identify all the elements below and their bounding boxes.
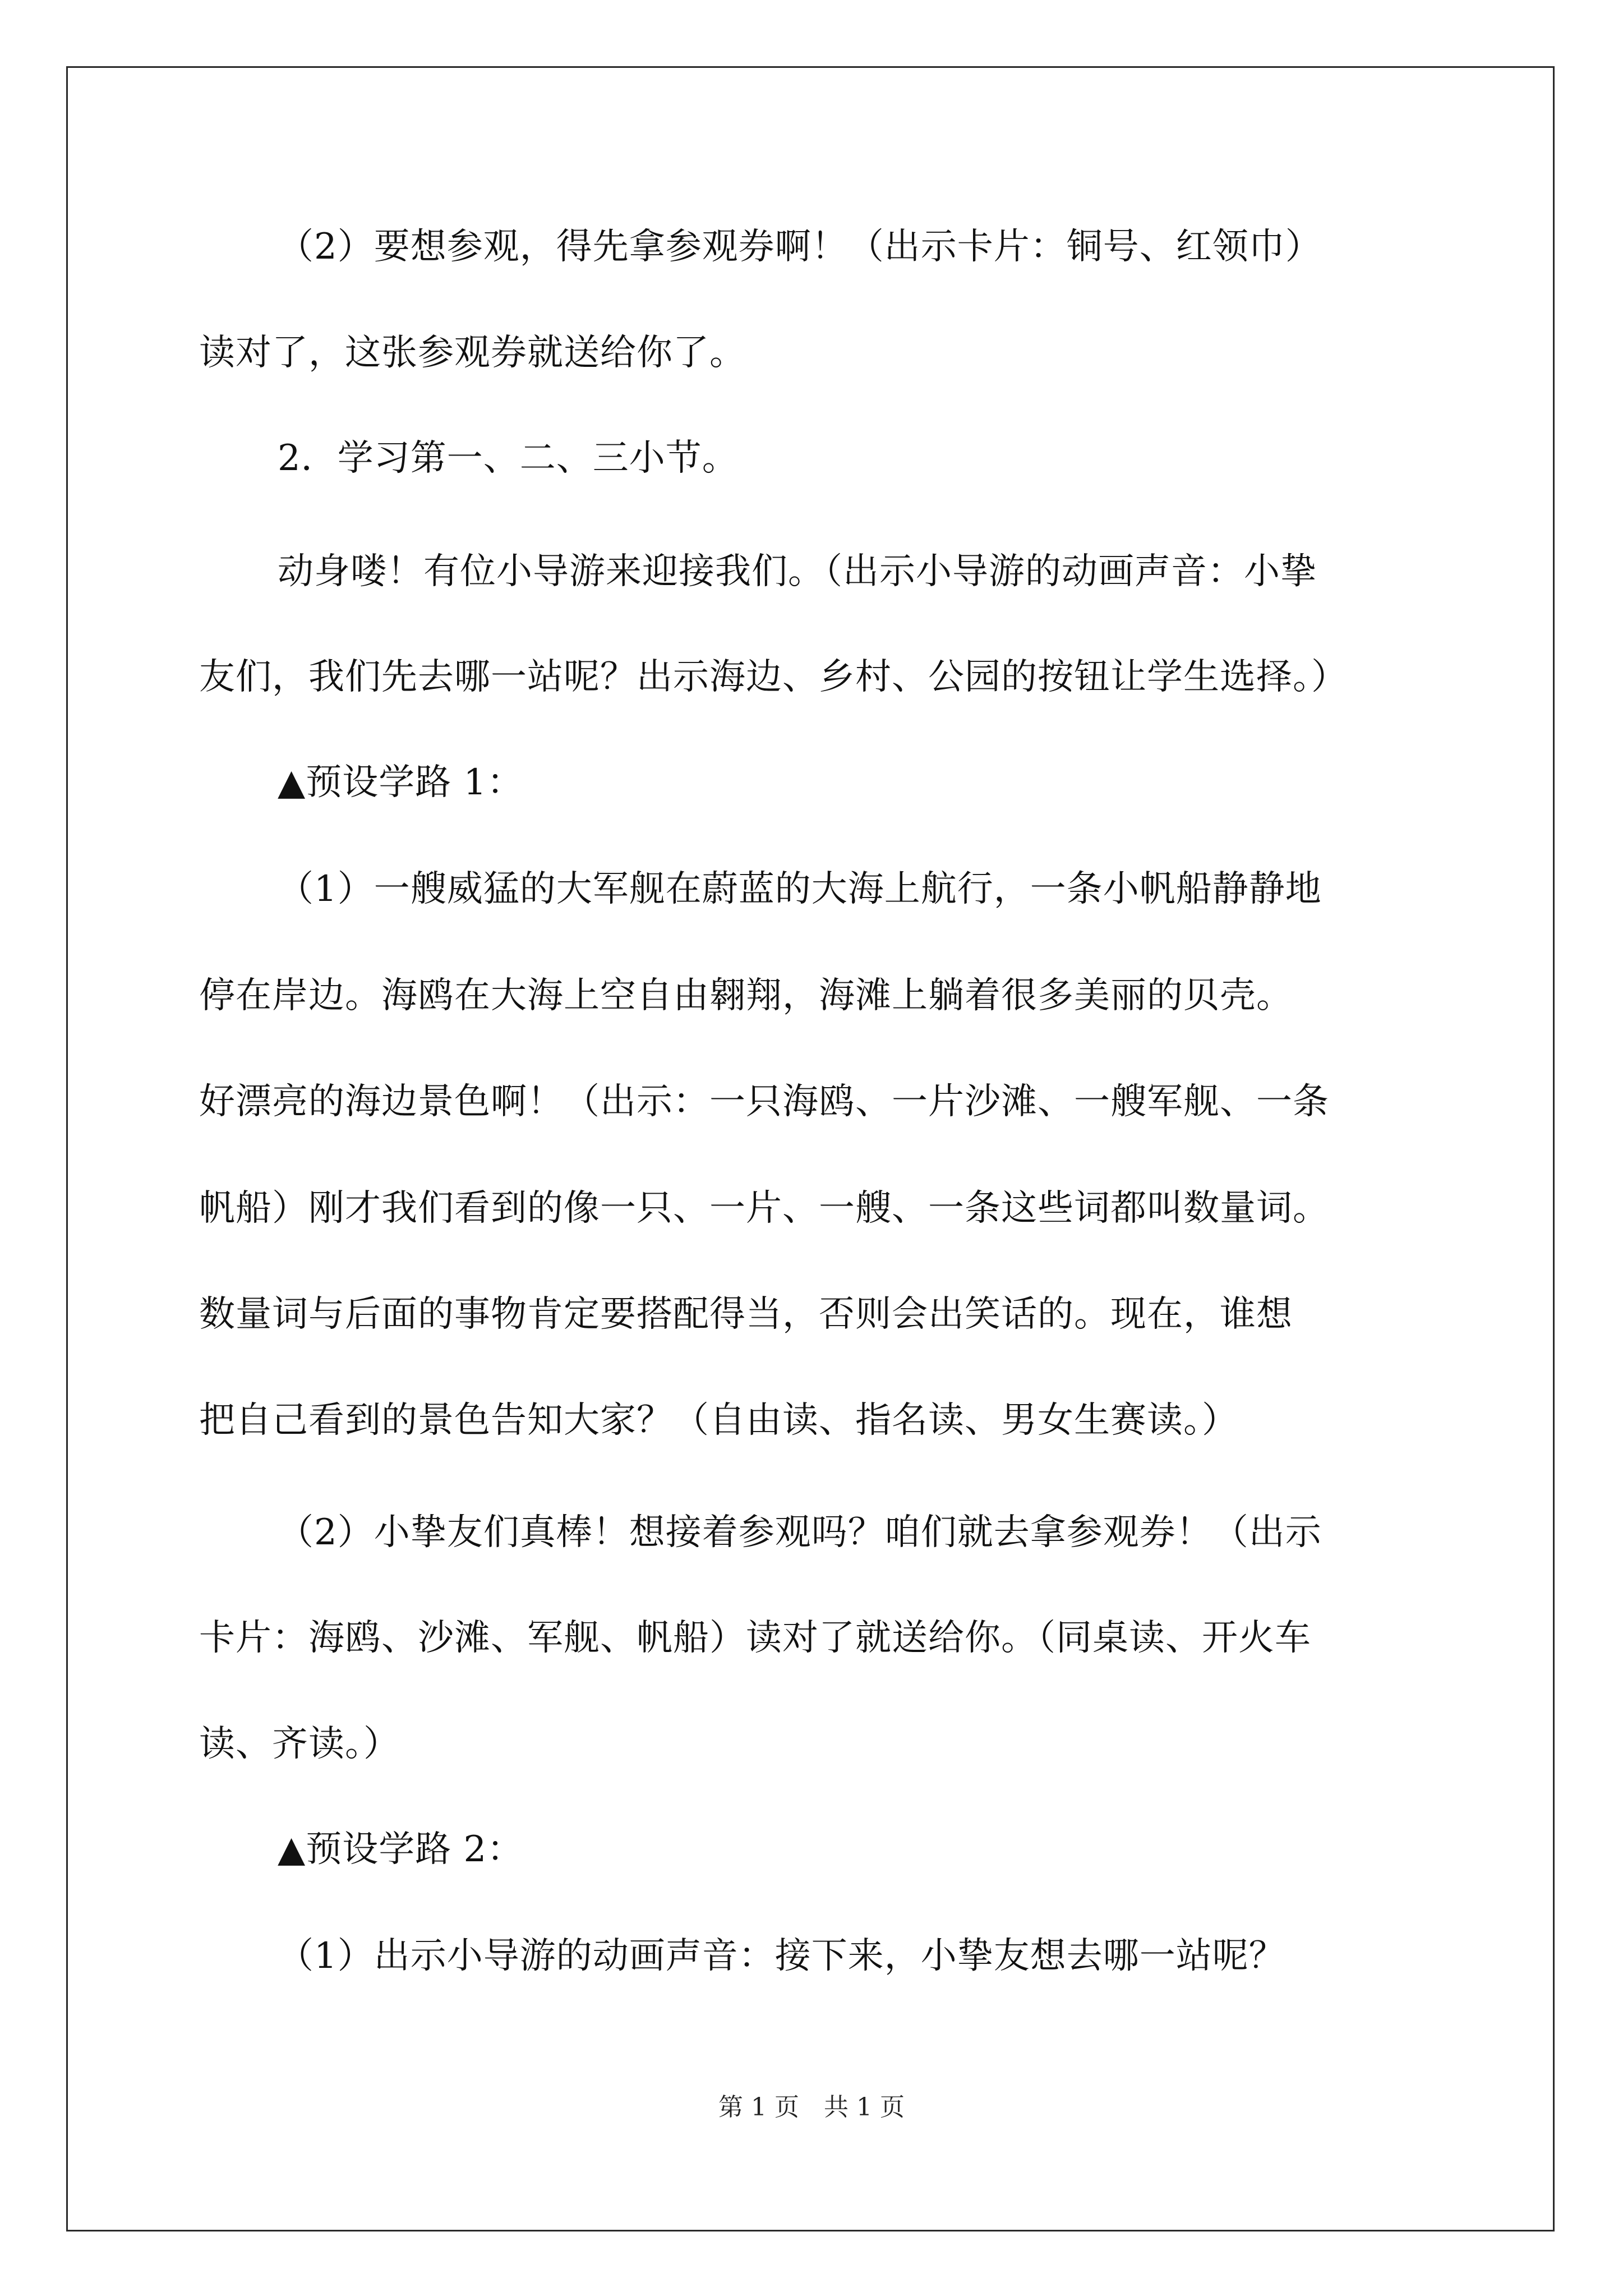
section-heading: ▲预设学路 2：: [278, 1829, 524, 1870]
paragraph-line: 动身喽！有位小导游来迎接我们。（出示小导游的动画声音：小挚: [278, 551, 1317, 592]
paragraph-line: 数量词与后面的事物肯定要搭配得当，否则会出笑话的。现在，谁想: [199, 1294, 1293, 1335]
page-border: [66, 66, 1555, 2231]
paragraph-line: 把自己看到的景色告知大家？（自由读、指名读、男女生赛读。）: [199, 1400, 1238, 1441]
paragraph-line: 友们，我们先去哪一站呢？出示海边、乡村、公园的按钮让学生选择。）: [199, 656, 1348, 698]
section-heading: ▲预设学路 1：: [278, 762, 524, 803]
paragraph-line: 帆船）刚才我们看到的像一只、一片、一艘、一条这些词都叫数量词。: [199, 1188, 1329, 1229]
paragraph-line: 2．学习第一、二、三小节。: [278, 438, 739, 479]
paragraph-line: 读对了，这张参观券就送给你了。: [199, 332, 746, 374]
paragraph-line: 好漂亮的海边景色啊！（出示：一只海鸥、一片沙滩、一艘军舰、一条: [199, 1081, 1329, 1122]
paragraph-line: 读、齐读。）: [199, 1723, 400, 1765]
paragraph-line: 卡片：海鸥、沙滩、军舰、帆船）读对了就送给你。（同桌读、开火车: [199, 1617, 1311, 1659]
paragraph-line: （1）出示小导游的动画声音：接下来，小挚友想去哪一站呢？: [278, 1935, 1285, 1977]
page-number-footer: 第 1 页 共 1 页: [718, 2093, 905, 2122]
paragraph-line: （1）一艘威猛的大军舰在蔚蓝的大海上航行，一条小帆船静静地: [278, 868, 1322, 910]
paragraph-line: （2）要想参观，得先拿参观券啊！（出示卡片：铜号、红领巾）: [278, 226, 1322, 268]
paragraph-line: （2）小挚友们真棒！想接着参观吗？咱们就去拿参观券！（出示: [278, 1512, 1322, 1553]
paragraph-line: 停在岸边。海鸥在大海上空自由翱翔，海滩上躺着很多美丽的贝壳。: [199, 975, 1293, 1016]
